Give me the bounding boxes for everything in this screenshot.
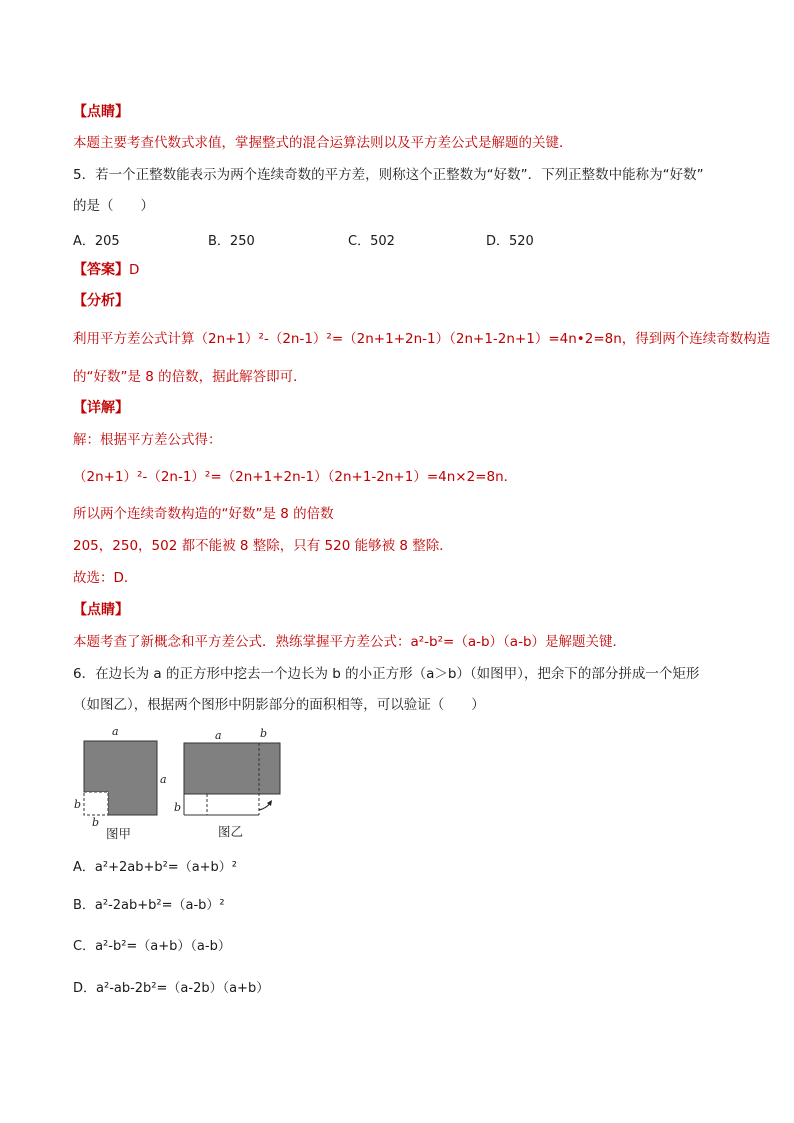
analysis-line1: 利用平方差公式计算（2n+1）²-（2n-1）²=（2n+1+2n-1）（2n+1-2n+1）=4n•2=8n，得到两个连续奇数构造: [73, 331, 771, 347]
detail-line1: 解：根据平方差公式得：: [73, 432, 222, 448]
analysis-heading: 【分析】: [73, 293, 129, 309]
q5-option-b: B．250: [208, 234, 255, 249]
q6-option-d: D．a²-ab-2b²=（a-2b）（a+b）: [73, 981, 270, 996]
q6-option-c: C．a²-b²=（a+b）（a-b）: [73, 939, 231, 954]
label-b-yi-top: b: [260, 727, 268, 740]
figure-jia-cutout: [84, 792, 108, 815]
q6-figure: [70, 722, 290, 846]
label-a-right: a: [160, 773, 167, 786]
detail-line4: 205，250，502 都不能被 8 整除，只有 520 能够被 8 整除．: [73, 538, 453, 554]
point-heading: 【点睛】: [73, 602, 129, 618]
q6-option-a: A．a²+2ab+b²=（a+b）²: [73, 860, 238, 875]
detail-line2: （2n+1）²-（2n-1）²=（2n+1+2n-1）（2n+1-2n+1）=4n×2=8n．: [73, 469, 518, 485]
label-b-yi-left: b: [174, 801, 182, 814]
point-text: 本题考查了新概念和平方差公式．熟练掌握平方差公式：a²-b²=（a-b）（a-b）是解题关键．: [73, 634, 627, 650]
answer-value: D: [129, 262, 140, 278]
q6-stem-line2: （如图乙），根据两个图形中阴影部分的面积相等，可以验证（ ）: [73, 697, 485, 713]
section-heading-dianjing: 【点睛】: [73, 104, 129, 120]
q6-stem-line1: 6．在边长为 a 的正方形中挖去一个边长为 b 的小正方形（a＞b）（如图甲），把余下的部分拼成一个矩形: [73, 666, 700, 682]
q5-option-a: A．205: [73, 234, 120, 249]
q5-option-d: D．520: [486, 234, 534, 249]
detail-heading: 【详解】: [73, 400, 129, 416]
q5-option-c: C．502: [348, 234, 395, 249]
detail-line3: 所以两个连续奇数构造的“好数”是 8 的倍数: [73, 506, 334, 522]
caption-yi: 图乙: [218, 824, 244, 839]
label-a-yi: a: [215, 729, 222, 742]
label-b-bottom: b: [92, 816, 100, 829]
q5-answer: [73, 261, 139, 279]
q5-stem-line2: 的是（ ）: [73, 198, 154, 214]
q5-stem-line1: 5．若一个正整数能表示为两个连续奇数的平方差，则称这个正整数为“好数”．下列正整数中能称为“好数”: [73, 167, 704, 183]
label-b-left: b: [74, 798, 82, 811]
figure-yi-arrow: [259, 803, 270, 810]
detail-line5: 故选：D．: [73, 570, 138, 586]
q6-option-b: B．a²-2ab+b²=（a-b）²: [73, 898, 225, 913]
answer-heading: 【答案】: [73, 262, 129, 278]
section1-text: 本题主要考查代数式求值，掌握整式的混合运算法则以及平方差公式是解题的关键．: [73, 135, 573, 151]
figure-yi-shaded: [184, 743, 280, 794]
analysis-line2: 的“好数”是 8 的倍数，据此解答即可．: [73, 369, 307, 385]
caption-jia: 图甲: [106, 826, 132, 841]
label-a-top: a: [112, 725, 119, 738]
